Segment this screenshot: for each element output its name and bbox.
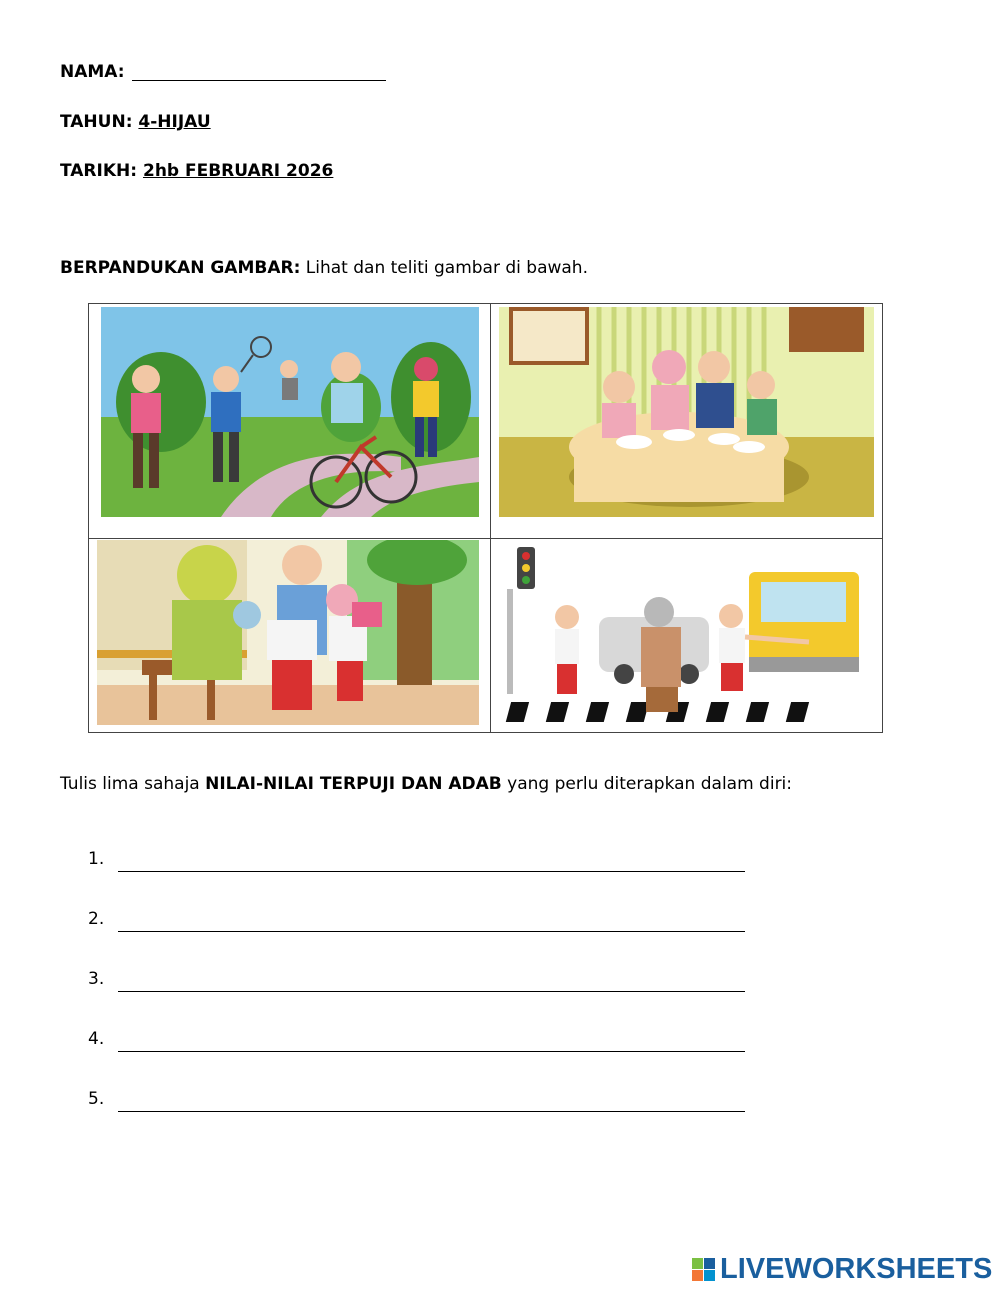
question-suffix: yang perlu diterapkan dalam diri: [501,774,793,794]
year-label: TAHUN: [60,112,133,132]
greeting-parents-picture [97,540,479,725]
answer-line-5[interactable] [88,1089,116,1109]
answer-input[interactable] [118,871,745,872]
year-value: 4-HIJAU [138,112,211,132]
picture-grid [88,303,883,733]
answer-line-3[interactable] [88,969,116,989]
answer-input[interactable] [118,991,745,992]
answer-number: 4. [88,1029,105,1049]
road-crossing-picture [499,542,874,728]
answer-input[interactable] [118,1111,745,1112]
answer-line-4[interactable] [88,1029,116,1049]
name-field[interactable] [132,80,386,81]
liveworksheets-wordmark: LIVEWORKSHEETS [720,1253,993,1285]
date-value: 2hb FEBRUARI 2026 [142,161,334,181]
instruction-label: BERPANDUKAN GAMBAR: [60,258,301,278]
name-label: NAMA: [60,62,125,82]
answer-input[interactable] [118,1051,745,1052]
question [60,774,792,794]
answer-number: 2. [88,909,105,929]
answer-input[interactable] [118,931,745,932]
question-prefix: Tulis lima sahaja [60,774,206,794]
answer-number: 3. [88,969,105,989]
liveworksheets-blocks-icon [692,1258,716,1282]
question-emphasis: NILAI-NILAI TERPUJI DAN ADAB [205,774,502,794]
date-row [60,161,333,181]
park-play-picture [101,307,479,517]
family-meal-picture [499,307,874,517]
year-row [60,112,211,132]
answer-number: 1. [88,849,105,869]
date-label: TARIKH: [60,161,138,181]
grid-divider-horizontal [89,538,882,539]
instruction-text: Lihat dan teliti gambar di bawah. [300,258,588,278]
answer-line-1[interactable] [88,849,116,869]
grid-divider-vertical [490,304,491,732]
answer-number: 5. [88,1089,105,1109]
answer-line-2[interactable] [88,909,116,929]
instruction [60,258,588,278]
